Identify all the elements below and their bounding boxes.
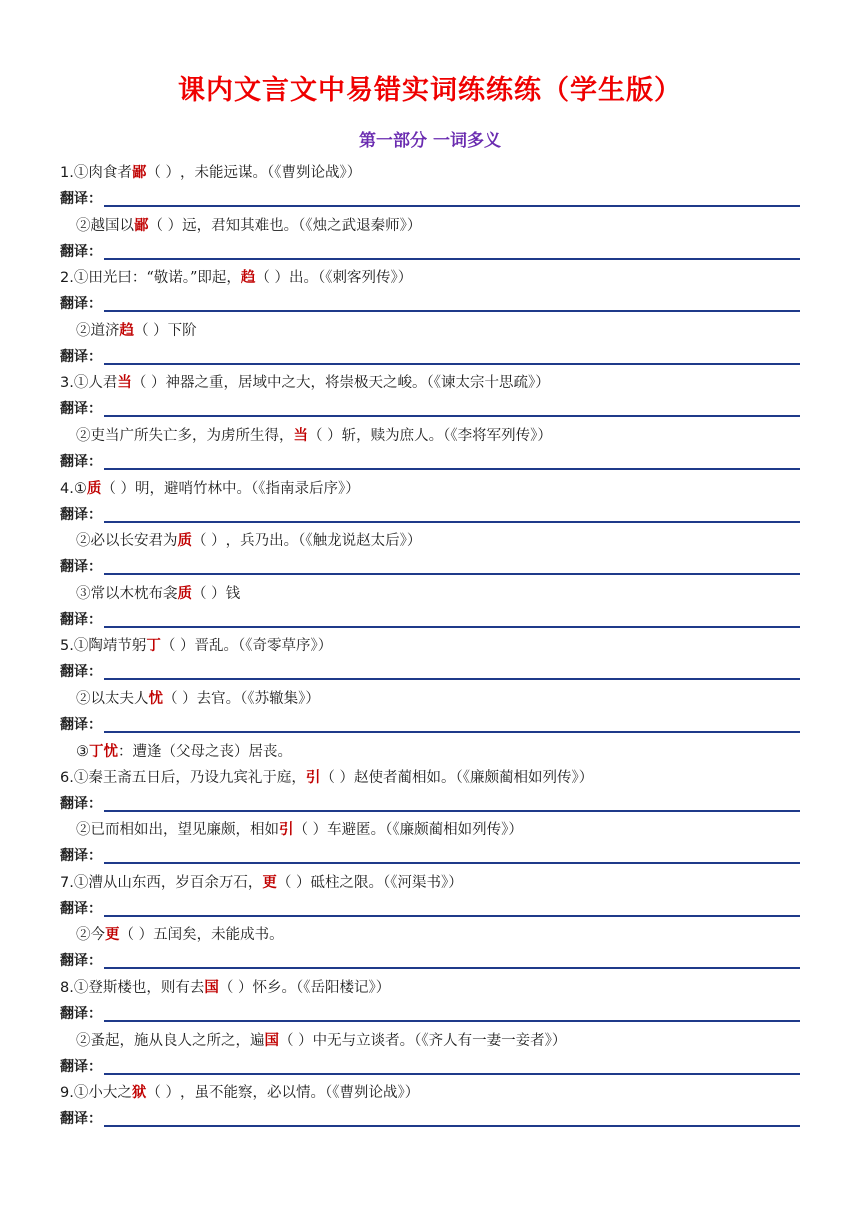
answer-rule[interactable] <box>104 205 800 207</box>
translation-label: 翻译： <box>60 1058 102 1075</box>
sub-question-marker: ① <box>73 375 89 392</box>
translation-label: 翻译： <box>60 716 102 733</box>
translation-label: 翻译： <box>60 1005 102 1022</box>
question-number: 2. <box>60 270 74 287</box>
sentence-after: 五闰矣，未能成书。 <box>153 927 284 944</box>
key-word: 引 <box>305 768 321 786</box>
answer-blank[interactable]: （ ） <box>101 480 135 497</box>
translation-label: 翻译： <box>60 611 102 628</box>
answer-line[interactable] <box>60 607 800 633</box>
question-number: 1. <box>60 165 74 181</box>
sub-question-marker: ② <box>76 1032 91 1049</box>
exercise-item <box>60 739 800 765</box>
answer-line[interactable] <box>60 1001 800 1027</box>
answer-blank[interactable]: （ ） <box>192 585 226 602</box>
sub-question-marker: ① <box>73 769 89 786</box>
exercise-item <box>60 476 800 529</box>
answer-rule[interactable] <box>104 310 800 312</box>
answer-blank[interactable]: （ ） <box>320 769 354 786</box>
sentence-before: 陶靖节躬 <box>88 638 147 655</box>
key-word: 鄙 <box>131 164 147 181</box>
sentence-before: 秦王斋五日后，乃设九宾礼于庭， <box>88 769 306 786</box>
sentence-before: 人君 <box>88 375 118 392</box>
sub-question-marker: ② <box>76 533 91 550</box>
question-line <box>60 265 800 291</box>
key-word: 趋 <box>240 269 256 287</box>
answer-rule[interactable] <box>104 678 800 680</box>
answer-line[interactable] <box>60 712 800 738</box>
key-word: 质 <box>177 584 192 602</box>
answer-rule[interactable] <box>104 862 800 864</box>
answer-blank[interactable]: （ ） <box>146 165 180 181</box>
answer-blank[interactable]: （ ） <box>276 874 311 891</box>
translation-label: 翻译： <box>60 348 102 365</box>
sentence-after: ：遭逢（父母之丧）居丧。 <box>118 743 292 760</box>
key-word: 国 <box>204 978 219 996</box>
sentence-before: 漕从山东西，岁百余万石， <box>88 874 263 891</box>
key-word: 忧 <box>148 689 163 707</box>
answer-rule[interactable] <box>104 967 800 969</box>
exercise-item <box>60 318 800 371</box>
key-word: 趋 <box>119 321 134 339</box>
answer-blank[interactable]: （ ） <box>218 979 253 996</box>
sentence-after: 下阶 <box>167 322 197 339</box>
sub-question-marker: ② <box>76 822 91 839</box>
key-word: 引 <box>279 821 294 839</box>
answer-line[interactable] <box>60 449 800 475</box>
exercise-item <box>60 870 800 923</box>
translation-label: 翻译： <box>60 506 102 523</box>
translation-label: 翻译： <box>60 848 102 865</box>
sentence-after: 怀乡。（《岳阳楼记》） <box>252 979 391 996</box>
sentence-after: 明，避哨竹林中。（《指南录后序》） <box>134 480 360 497</box>
answer-blank[interactable]: （ ） <box>131 375 166 392</box>
answer-line[interactable] <box>60 291 800 317</box>
translation-label: 翻译： <box>60 191 102 207</box>
question-line <box>60 817 800 843</box>
sentence-before: 登斯楼也，则有去 <box>88 979 205 996</box>
translation-label: 翻译： <box>60 296 102 313</box>
sub-question-marker: ② <box>76 322 91 339</box>
sentence-after: 中无与立谈者。（《齐人有一妻一妾者》） <box>312 1032 567 1049</box>
question-line <box>60 318 800 344</box>
sentence-before: 常以木枕布衾 <box>90 585 178 602</box>
answer-blank[interactable]: （ ） <box>146 1085 180 1102</box>
sentence-after: 出。（《刺客列传》） <box>289 270 413 287</box>
answer-rule[interactable] <box>104 415 800 417</box>
answer-line[interactable] <box>60 186 800 212</box>
sub-question-marker: ① <box>73 638 89 655</box>
question-line <box>60 1028 800 1054</box>
answer-rule[interactable] <box>104 915 800 917</box>
exercise-item <box>60 581 800 634</box>
exercise-item <box>60 922 800 975</box>
sentence-before: 今 <box>90 927 105 944</box>
question-line <box>60 370 800 396</box>
exercise-item <box>60 370 800 423</box>
question-number: 4. <box>60 480 74 497</box>
exercise-item <box>60 765 800 818</box>
sub-question-marker: ② <box>76 427 91 444</box>
sentence-after: 远，君知其难也。（《烛之武退秦师》） <box>182 217 422 234</box>
answer-rule[interactable] <box>104 258 800 260</box>
question-number: 8. <box>60 979 74 996</box>
answer-blank[interactable]: （ ） <box>160 638 195 655</box>
sub-question-marker: ② <box>76 927 91 944</box>
sub-question-marker: ① <box>73 1085 89 1102</box>
sentence-after: ，兵乃出。（《触龙说赵太后》） <box>225 533 422 550</box>
answer-line[interactable] <box>60 1054 800 1080</box>
question-line <box>60 1080 800 1106</box>
sentence-before: 道济 <box>90 322 120 339</box>
answer-rule[interactable] <box>104 731 800 733</box>
translation-label: 翻译： <box>60 900 102 917</box>
translation-label: 翻译： <box>60 664 102 681</box>
exercise-item <box>60 265 800 318</box>
answer-blank[interactable]: （ ） <box>192 533 226 550</box>
key-word: 质 <box>86 479 102 497</box>
sub-question-marker: ③ <box>76 743 89 760</box>
translation-label: 翻译： <box>60 953 102 970</box>
question-number: 3. <box>60 375 74 392</box>
translation-label: 翻译： <box>60 1111 102 1128</box>
question-line <box>60 765 800 791</box>
answer-rule[interactable] <box>104 626 800 628</box>
question-line <box>60 686 800 712</box>
key-word: 狱 <box>131 1084 147 1102</box>
key-word: 更 <box>262 873 277 891</box>
question-line <box>60 476 800 502</box>
question-line <box>60 975 800 1001</box>
sub-question-marker: ② <box>76 217 91 234</box>
document-title: 课内文言文中易错实词练练练（学生版） <box>178 75 682 106</box>
sentence-before: 必以长安君为 <box>90 533 178 550</box>
translation-label: 翻译： <box>60 243 102 260</box>
question-number: 5. <box>60 638 74 655</box>
answer-blank[interactable]: （ ） <box>119 927 154 944</box>
sentence-after: 钱 <box>225 585 241 602</box>
question-line <box>60 528 800 554</box>
answer-line[interactable] <box>60 396 800 422</box>
sentence-after: 赵使者蔺相如。（《廉颇蔺相如列传》） <box>353 769 594 786</box>
exercise-item <box>60 528 800 581</box>
sub-question-marker: ① <box>73 874 89 891</box>
sub-question-marker: ① <box>73 270 89 287</box>
question-number: 6. <box>60 769 74 786</box>
exercise-item <box>60 633 800 686</box>
exercise-item <box>60 1080 800 1133</box>
key-word: 质 <box>177 532 192 550</box>
question-line <box>60 213 800 239</box>
exercise-item <box>60 423 800 476</box>
answer-rule[interactable] <box>104 1073 800 1075</box>
sentence-after: 神器之重，居域中之大，将崇极天之峻。（《谏太宗十思疏》） <box>165 375 550 392</box>
sub-question-marker: ① <box>73 979 89 996</box>
exercise-list <box>60 160 800 1133</box>
sentence-after: ，未能远谋。（《曹刿论战》） <box>179 165 362 181</box>
sub-question-marker: ① <box>73 480 87 497</box>
question-line <box>60 870 800 896</box>
exercise-item <box>60 160 800 213</box>
sentence-before: 已而相如出，望见廉颇，相如 <box>90 822 279 839</box>
answer-line[interactable] <box>60 659 800 685</box>
sentence-after: 砥柱之限。（《河渠书》） <box>310 874 463 891</box>
answer-blank[interactable]: （ ） <box>279 1032 313 1049</box>
answer-rule[interactable] <box>104 363 800 365</box>
sub-question-marker: ② <box>76 690 91 707</box>
sentence-before: 蚤起，施从良人之所之，遍 <box>90 1032 265 1049</box>
sentence-after: 晋乱。（《奇零草序》） <box>194 638 333 655</box>
translation-label: 翻译： <box>60 453 102 470</box>
translation-label: 翻译： <box>60 559 102 576</box>
exercise-item <box>60 817 800 870</box>
answer-blank[interactable]: （ ） <box>148 217 183 234</box>
answer-rule[interactable] <box>104 573 800 575</box>
question-line <box>60 581 800 607</box>
answer-line[interactable] <box>60 1106 800 1132</box>
answer-line[interactable] <box>60 948 800 974</box>
key-word: 国 <box>264 1031 279 1049</box>
sentence-after: ，虽不能察，必以情。（《曹刿论战》） <box>179 1085 420 1102</box>
sentence-before: 吏当广所失亡多，为虏所生得， <box>90 427 294 444</box>
answer-rule[interactable] <box>104 1020 800 1022</box>
exercise-item <box>60 1028 800 1081</box>
answer-line[interactable] <box>60 843 800 869</box>
question-line <box>60 160 800 186</box>
answer-blank[interactable]: （ ） <box>134 322 168 339</box>
answer-rule[interactable] <box>104 810 800 812</box>
key-word: 丁忧 <box>89 742 118 760</box>
sentence-before: 以太夫人 <box>90 690 149 707</box>
answer-blank[interactable]: （ ） <box>163 690 197 707</box>
answer-line[interactable] <box>60 791 800 817</box>
sentence-before: 越国以 <box>90 217 134 234</box>
key-word: 更 <box>105 926 120 944</box>
question-line <box>60 922 800 948</box>
answer-blank[interactable]: （ ） <box>293 822 328 839</box>
exercise-item <box>60 213 800 266</box>
key-word: 当 <box>293 426 308 444</box>
answer-blank[interactable]: （ ） <box>308 427 342 444</box>
sentence-before: 肉食者 <box>88 165 132 181</box>
answer-line[interactable] <box>60 344 800 370</box>
answer-blank[interactable]: （ ） <box>255 270 290 287</box>
sentence-after: 斩，赎为庶人。（《李将军列传》） <box>341 427 552 444</box>
sub-question-marker: ③ <box>76 585 91 602</box>
question-number: 7. <box>60 874 74 891</box>
key-word: 当 <box>117 374 132 392</box>
translation-label: 翻译： <box>60 795 102 812</box>
key-word: 丁 <box>146 637 161 655</box>
exercise-item <box>60 686 800 739</box>
question-line <box>60 423 800 449</box>
section-title: 第一部分 一词多义 <box>359 131 501 151</box>
sub-question-marker: ① <box>73 165 89 181</box>
answer-rule[interactable] <box>104 468 800 470</box>
question-line <box>60 739 800 765</box>
question-line <box>60 633 800 659</box>
answer-line[interactable] <box>60 554 800 580</box>
sentence-after: 去官。（《苏辙集》） <box>196 690 320 707</box>
key-word: 鄙 <box>134 216 149 234</box>
sentence-after: 车避匿。（《廉颇蔺相如列传》） <box>327 822 523 839</box>
exercise-item <box>60 975 800 1028</box>
sentence-before: 田光曰：“敬诺。”即起， <box>88 270 241 287</box>
answer-line[interactable] <box>60 502 800 528</box>
question-number: 9. <box>60 1085 74 1102</box>
sentence-before: 小大之 <box>88 1085 132 1102</box>
translation-label: 翻译： <box>60 401 102 418</box>
answer-line[interactable] <box>60 239 800 265</box>
answer-rule[interactable] <box>104 521 800 523</box>
answer-rule[interactable] <box>104 1125 800 1127</box>
answer-line[interactable] <box>60 896 800 922</box>
